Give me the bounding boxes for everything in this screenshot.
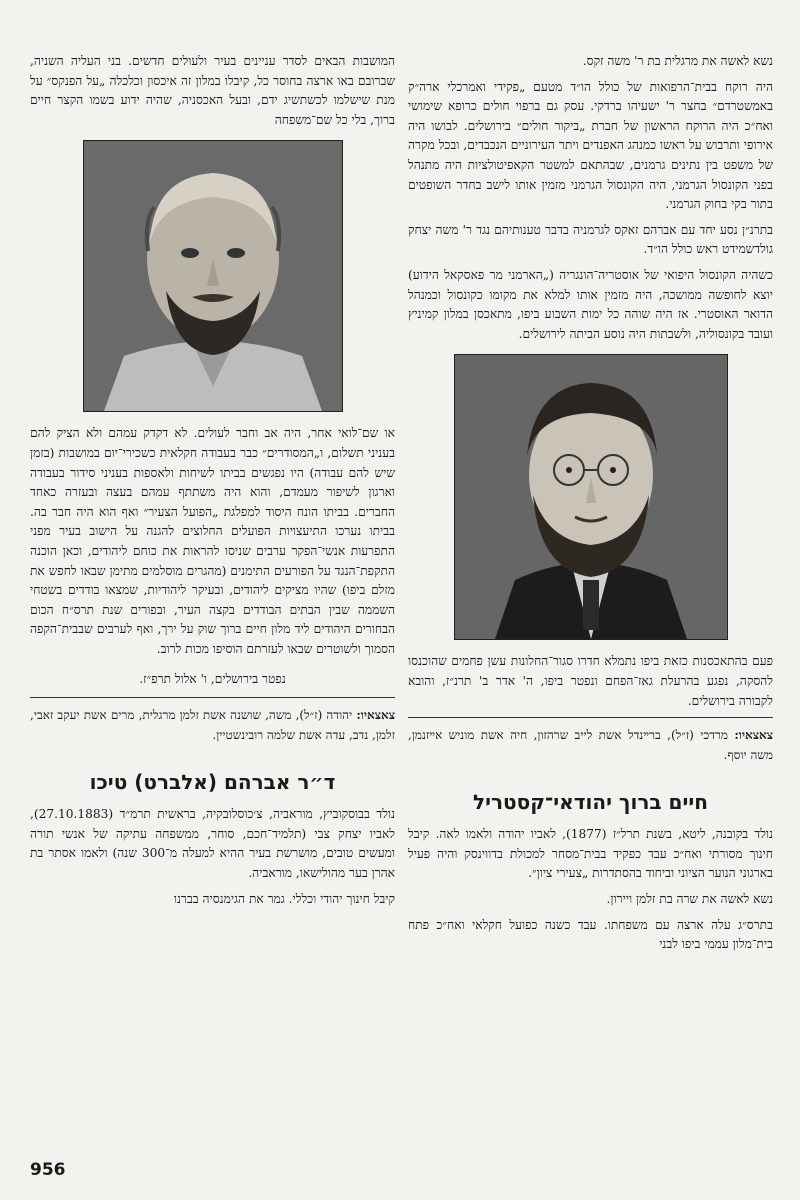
section-title-avraham-ticho: ד״ר אברהם (אלברט) טיכו xyxy=(89,770,336,795)
portrait-photo-bald-man xyxy=(83,140,343,412)
paragraph: נולד בקובנה, ליטא, בשנת תרל״ז (1877), לאביו יהודה ולאמו לאה. קיבל חינוך מסורתי ואח״כ עבד כפקיד בבית־מסחר למכולת בדווינסק והיה פעיל בארגוני הנוער הציוני וביחוד בהסתדרות „צעירי ציון״. xyxy=(408,827,773,881)
paragraph: כשהיה הקונסול היפואי של אוסטריה־הונגריה („הארמני מר פאסקאל הידוע) יוצא לחופשה ממושכה, היה מזמין אותו למלא את מקומו כקונסול וכמנהל הדואר האוסטרי. אז היה שוהה כל ימות השבוע ביפו, מתאכסן במלון קמיניץ ועובד בקונסוליה, ולשבתות היה נוסע הביתה לירושלים. xyxy=(408,267,773,341)
offspring-text: מרדכי (ז״ל), ברײנדל אשת לייב שרהזון, חיה אשת מוניש אײזנמן, משה יוסף. xyxy=(408,728,773,762)
paragraph: נשא לאשה את מרגלית בת ר' משה זקס. xyxy=(582,54,773,68)
offspring-entry xyxy=(408,726,773,765)
portrait-illustration xyxy=(455,355,727,639)
offspring-entry xyxy=(30,706,395,745)
section-title-chaim-baruch: חיים ברוך יהודאי־קסטריל xyxy=(473,790,708,815)
death-date-line: נפטר בירושלים, ו' אלול תרפ״ז. xyxy=(139,671,286,686)
paragraph: נשא לאשה את שרה בת זלמן ויירון. xyxy=(606,892,773,907)
offspring-label: צאצאיו: xyxy=(356,708,395,723)
paragraph: נולד בבוסקוביץ, מוראביה, צ׳כוסלובקיה, בראשית תרמ״ד (27.10.1883), לאביו יצחק צבי (תלמיד־חכם, סוחר, ממשפחה עתיקה של אנשי תורה ומעשים טובים, מושרשת בעיר ההיא למעלה מ־300 שנה) ולאמו אסתר בת אהרן בער מהולישאו, מוראביה. xyxy=(30,807,395,881)
paragraph: בתרנ״ן נסע יחד עם אברהם זאקס לגרמניה בדבר טענותיהם נגד ר' משה יצחק גולדשמידט ראש כולל הו״ד. xyxy=(408,222,773,257)
right-column xyxy=(408,52,773,961)
offspring-text: יהודה (ז״ל), משה, שושנה אשת זלמן מרגלית, מרים אשת יעקב זאבי, זלמן, נדב, עדה אשת שלמה רובינשטיין. xyxy=(30,708,395,742)
paragraph: היה רוקח בבית־הרפואות של כולל הו״ד מטעם „פקידי ואמרכלי ארה״ק באמשטרדם״ בחצר ר' ישעיהו ברדקי. עסק גם ברפוי חולים כרופא שימושי ואח״כ היה הרוקח הראשון של חברת „ביקור חולים״ בירושלים. לבושו היה אירופי ותרבוש על ראשו כמנהג האפנדים ויתר העירוניים הנכבדים, ובכל מקרה של משפט בין נתינים גרמנים, שבהתאם למשטר הקאפיטולציות היה מתנהל בפני הקונסול הגרמני, היה הקונסול הגרמני מזמין אותו לישב בחדר השופטים בתור בקי בחוק הגרמני. xyxy=(408,79,773,212)
portrait-illustration xyxy=(84,141,342,411)
paragraph: קיבל חינוך יהודי וכללי. גמר את הגימנסיה בברנו xyxy=(173,891,395,906)
divider xyxy=(30,697,395,698)
portrait-photo-spectacled-man xyxy=(454,354,728,640)
left-column xyxy=(30,52,395,915)
offspring-label: צאצאיו: xyxy=(734,728,773,743)
paragraph: פעם בהתאכסנות כזאת ביפו נתמלא חדרו סגור־החלונות עשן פחמים שהוכנסו להסקה, נפגע בהרעלת גאז־הפחם ונפטר ביפו, ה' אדר ב' תרנ״ז, והובא לקבורה בירושלים. xyxy=(408,654,773,708)
divider xyxy=(408,717,773,718)
page-number: 956 xyxy=(30,1160,66,1180)
paragraph: בתרס״ג עלה ארצה עם משפחתו. עבד כשנה כפועל חקלאי ואח״כ פתח בית־מלון עממי ביפו לבני xyxy=(408,917,773,952)
paragraph: או שם־לואי אחר, היה אב וחבר לעולים. לא דקדק עמהם ולא הציק להם בעניני תשלום, ו„המסודרים״ כבר בעבודה חקלאית כשכירי־יום במושבות (בזמן שיש להם עבודה) היו נפגשים בביתו לשיחות ולאספות בעניני סידור בעבודה וארגון לשיפור מעמדם, והוא היה משתתף עמהם בעצה ובעזרה כאחד החברים. בביתו הונח היסוד למפלגת „הפועל הצעיר״ ואף הוא היה חבר בה. בביתו נערכו התיעצויות הפועלים החלוצים להגנה על הישוב בעיר מפני התפרעות אנשי־הפקר ערבים שניסו להראות את כוחם ליהודים, וכאן הוכנה התקפת־הנגד על הפורעים התימנים (מהגרים מוסלמים מתימן שבאו לחפש את מזלם ביפו) שהיו מציקים ליהודים, ובעיקר ליהודיות, שמצאו בודדים בשטחי השממה שבין הבתים הבודדים בקצה העיר, ובפורים שנת תרס״ח הכום הבחורים היהודים ליד מלון חיים ברוך שוק על ירך, ואף לערבים שבבית־הקפה הסמוך ולשוטרים שבאו לעזרתם הוסיפו מכות לרוב. xyxy=(30,426,395,656)
paragraph: המושבות הבאים לסדר עניינים בעיר ולעולים חדשים. בני העליה השניה, שברובם באו ארצה בחוסר כל, קיבלו במלון זה איכסון וכלכלה „על הפנקס״ על מנת שישלמו לכשתשיג ידם, ובעל האכסניה, שהיה ידוע בשמו הקצר חיים ברוך, בלי כל שם־משפחה xyxy=(30,54,395,127)
